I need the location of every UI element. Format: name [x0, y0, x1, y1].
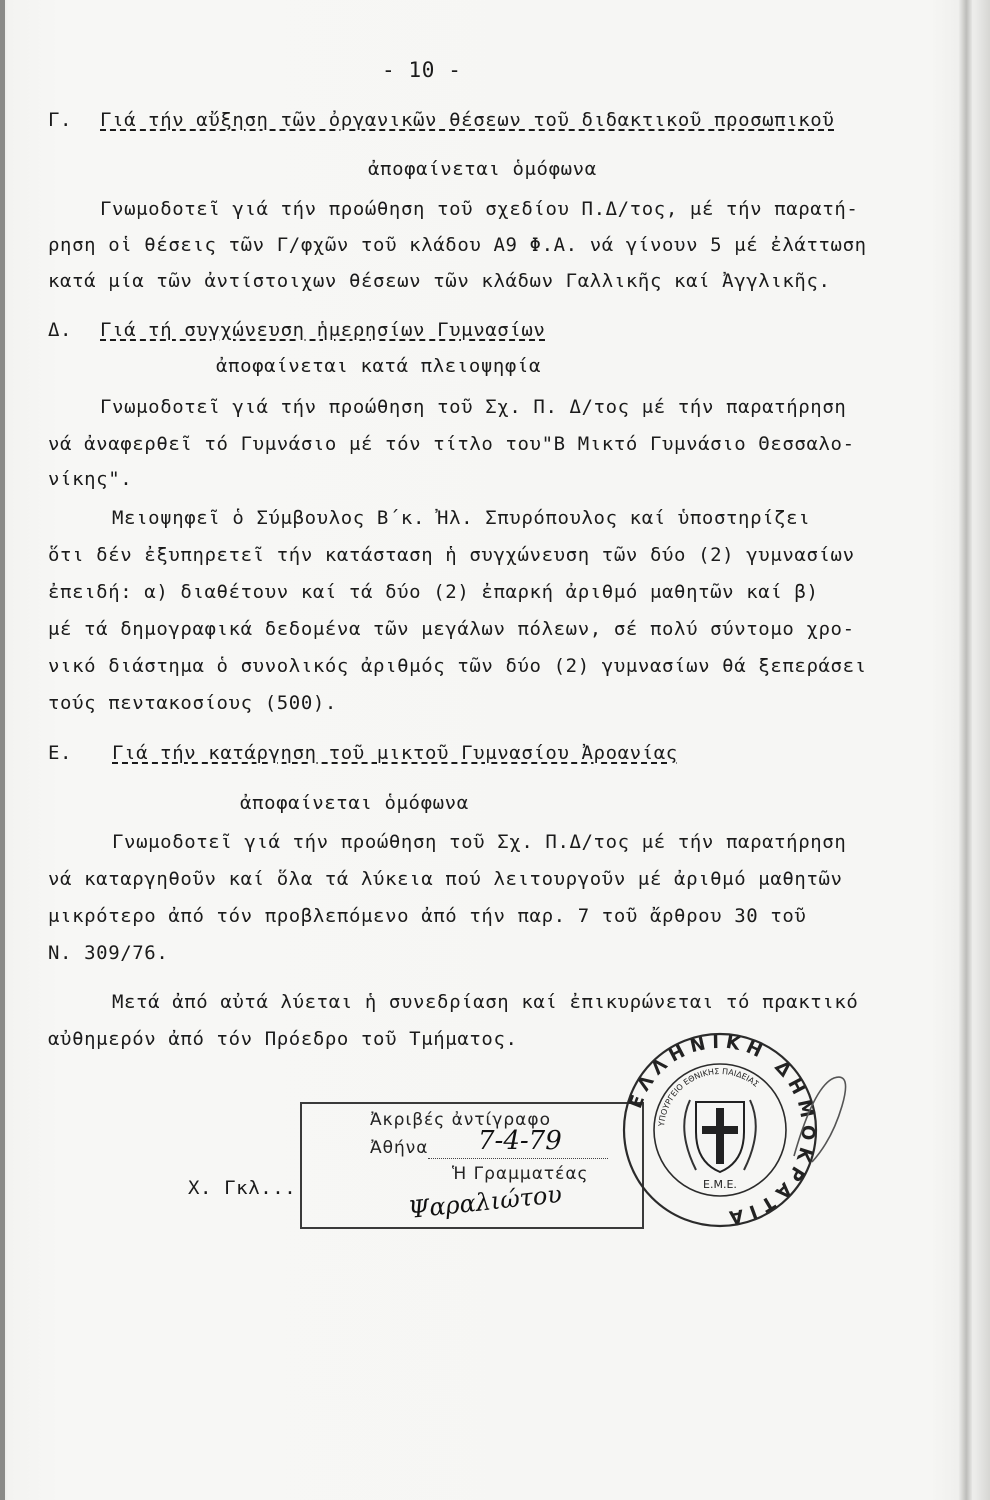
- section-e-line: μικρότερο ἀπό τόν προβλεπόμενο ἀπό τήν παρ. 7 τοῦ ἄρθρου 30 τοῦ: [48, 905, 807, 927]
- section-d-line: Γνωμοδοτεῖ γιά τήν προώθηση τοῦ Σχ. Π. Δ/τος μέ τήν παρατήρηση: [100, 396, 847, 418]
- closing-line: Μετά ἀπό αὐτά λύεται ἡ συνεδρίαση καί ἐπικυρώνεται τό πρακτικό: [112, 991, 859, 1013]
- section-g-line: ρηση οἱ θέσεις τῶν Γ/φχῶν τοῦ κλάδου Α9 Φ.Α. νά γίνουν 5 μέ ἐλάττωση: [48, 234, 867, 256]
- section-d-line: μέ τά δημογραφικά δεδομένα τῶν μεγάλων πόλεων, σέ πολύ σύντομο χρο-: [48, 618, 855, 640]
- secretary-signature: Ψαραλιώτου: [406, 1180, 564, 1224]
- section-e-line: νά καταργηθοῦν καί ὅλα τά λύκεια πού λειτουργοῦν μέ ἀριθμό μαθητῶν: [48, 868, 843, 890]
- section-g-heading: Γιά τήν αὔξηση τῶν ὀργανικῶν θέσεων τοῦ διδακτικοῦ προσωπικοῦ: [100, 109, 835, 131]
- date-dotted-line: [428, 1158, 608, 1159]
- seal-bottom-text: Ε.Μ.Ε.: [703, 1178, 737, 1191]
- section-g-marker: Γ.: [48, 109, 73, 131]
- section-e-heading: Γιά τήν κατάργηση τοῦ μικτοῦ Γυμνασίου Ἀροανίας: [112, 742, 678, 764]
- section-d-line: νικό διάστημα ὁ συνολικός ἀριθμός τῶν δύο (2) γυμνασίων θά ξεπεράσει: [48, 655, 867, 677]
- section-d-marker: Δ.: [48, 319, 73, 341]
- certified-copy-label: Ἀκριβές ἀντίγραφο: [370, 1110, 551, 1130]
- section-g-decision: ἀποφαίνεται ὁμόφωνα: [368, 158, 597, 180]
- section-e-marker: Ε.: [48, 742, 73, 764]
- section-g-line: Γνωμοδοτεῖ γιά τήν προώθηση τοῦ σχεδίου Π.Δ/τος, μέ τήν παρατή-: [100, 198, 859, 220]
- section-d-line: ὅτι δέν ἐξυπηρετεῖ τήν κατάσταση ἡ συγχώνευση τῶν δύο (2) γυμνασίων: [48, 544, 855, 566]
- seal-ring-text: ΕΛΛΗΝΙΚΗ ΔΗΜΟΚΡΑΤΙΑ: [625, 1031, 819, 1229]
- certified-copy-stamp: [300, 1102, 644, 1229]
- secretary-role: Ἡ Γραμματέας: [452, 1164, 589, 1184]
- signatory-name: Χ. Γκλ...: [188, 1177, 297, 1199]
- section-e-line: Ν. 309/76.: [48, 942, 169, 964]
- section-d-line: ἐπειδή: α) διαθέτουν καί τά δύο (2) ἐπαρκή ἀριθμό μαθητῶν καί β): [48, 581, 819, 603]
- closing-line: αὐθημερόν ἀπό τόν Πρόεδρο τοῦ Τμήματος.: [48, 1028, 518, 1050]
- page-fold: [958, 0, 972, 1500]
- section-d-line: νά ἀναφερθεῖ τό Γυμνάσιο μέ τόν τίτλο του"Β Μικτό Γυμνάσιο Θεσσαλο-: [48, 433, 855, 455]
- scan-left-edge: [0, 0, 5, 1500]
- section-d-line: τούς πεντακοσίους (500).: [48, 692, 337, 714]
- section-g-line: κατά μία τῶν ἀντίστοιχων θέσεων τῶν κλάδων Γαλλικῆς καί Ἀγγλικῆς.: [48, 270, 831, 292]
- seal-inner-text: ΥΠΟΥΡΓΕΙΟ ΕΘΝΙΚΗΣ ΠΑΙΔΕΙΑΣ: [657, 1066, 761, 1127]
- page-number: - 10 -: [382, 58, 462, 82]
- greek-coat-of-arms-icon: [684, 1100, 756, 1172]
- section-d-decision: ἀποφαίνεται κατά πλειοψηφία: [216, 355, 542, 377]
- section-e-decision: ἀποφαίνεται ὁμόφωνα: [240, 792, 469, 814]
- section-d-heading: Γιά τή συγχώνευση ἡμερησίων Γυμνασίων: [100, 319, 546, 341]
- certified-date: 7-4-79: [478, 1126, 562, 1156]
- pen-mark-icon: [786, 1060, 866, 1170]
- certified-city: Ἀθήνα: [370, 1138, 429, 1158]
- section-e-line: Γνωμοδοτεῖ γιά τήν προώθηση τοῦ Σχ. Π.Δ/τος μέ τήν παρατήρηση: [112, 831, 847, 853]
- section-d-line: Μειοψηφεῖ ὁ Σύμβουλος Β΄κ. Ἠλ. Σπυρόπουλος καί ὑποστηρίζει: [112, 507, 811, 529]
- section-d-line: νίκης".: [48, 468, 133, 490]
